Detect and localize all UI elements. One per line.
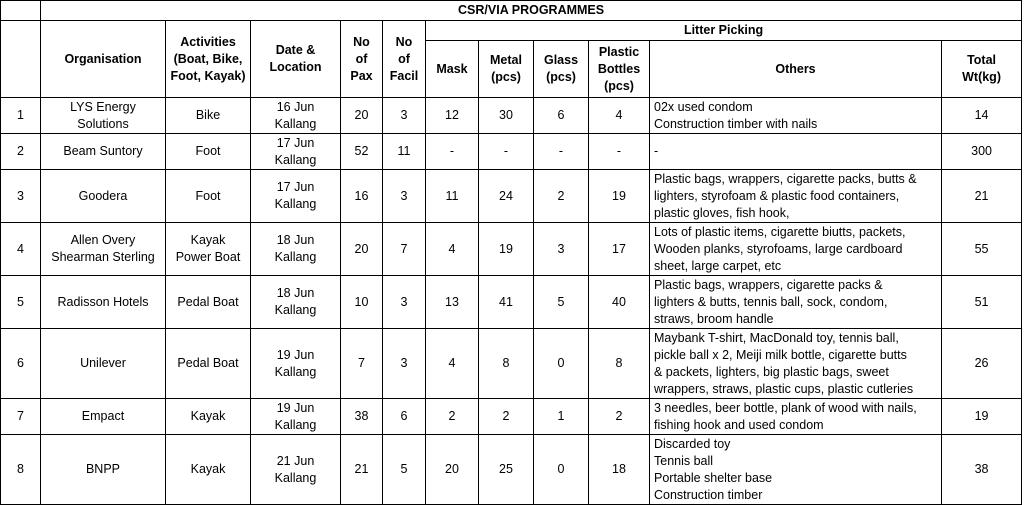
activities-cell: Kayak: [166, 435, 251, 505]
others-cell: Maybank T-shirt, MacDonald toy, tennis ball, pickle ball x 2, Meiji milk bottle, cigarette butts & packets, lighters, big plastic bags, sweet wrappers, straws, plastic cups, plastic cutleries: [650, 329, 942, 399]
date-location-cell: 21 Jun Kallang: [251, 435, 341, 505]
header-facil: No of Facil: [383, 21, 426, 98]
blank-corner-cell: [1, 1, 41, 21]
pax-cell: 52: [341, 134, 383, 170]
header-metal: Metal (pcs): [479, 41, 534, 98]
row-number: 2: [1, 134, 41, 170]
table-row: [1, 170, 1022, 223]
total-weight-cell: 19: [942, 399, 1022, 435]
plastic-bottles-cell: 18: [589, 435, 650, 505]
date-location-cell: 17 Jun Kallang: [251, 134, 341, 170]
pax-cell: 7: [341, 329, 383, 399]
glass-cell: -: [534, 134, 589, 170]
date-location-cell: 18 Jun Kallang: [251, 223, 341, 276]
header-others: Others: [650, 41, 942, 98]
total-weight-cell: 38: [942, 435, 1022, 505]
row-number: 4: [1, 223, 41, 276]
glass-cell: 0: [534, 435, 589, 505]
date-location-cell: 17 Jun Kallang: [251, 170, 341, 223]
header-pax: No of Pax: [341, 21, 383, 98]
activities-cell: Bike: [166, 98, 251, 134]
facil-cell: 7: [383, 223, 426, 276]
plastic-bottles-cell: 2: [589, 399, 650, 435]
header-total-weight: Total Wt(kg): [942, 41, 1022, 98]
glass-cell: 1: [534, 399, 589, 435]
header-glass: Glass (pcs): [534, 41, 589, 98]
organisation-cell: Empact: [41, 399, 166, 435]
mask-cell: 4: [426, 223, 479, 276]
glass-cell: 2: [534, 170, 589, 223]
mask-cell: 4: [426, 329, 479, 399]
metal-cell: 41: [479, 276, 534, 329]
header-plastic-bottles: Plastic Bottles (pcs): [589, 41, 650, 98]
others-cell: -: [650, 134, 942, 170]
glass-cell: 5: [534, 276, 589, 329]
mask-cell: 11: [426, 170, 479, 223]
organisation-cell: Beam Suntory: [41, 134, 166, 170]
total-weight-cell: 51: [942, 276, 1022, 329]
header-organisation: Organisation: [41, 21, 166, 98]
pax-cell: 16: [341, 170, 383, 223]
metal-cell: 8: [479, 329, 534, 399]
activities-cell: Foot: [166, 134, 251, 170]
table-row: [1, 98, 1022, 134]
activities-cell: Pedal Boat: [166, 329, 251, 399]
mask-cell: 12: [426, 98, 479, 134]
row-number: 5: [1, 276, 41, 329]
metal-cell: 30: [479, 98, 534, 134]
plastic-bottles-cell: -: [589, 134, 650, 170]
activities-cell: Kayak Power Boat: [166, 223, 251, 276]
row-number: 3: [1, 170, 41, 223]
group-header-row: [1, 21, 1022, 41]
title-row: [1, 1, 1022, 21]
plastic-bottles-cell: 40: [589, 276, 650, 329]
others-cell: 02x used condom Construction timber with nails: [650, 98, 942, 134]
organisation-cell: Radisson Hotels: [41, 276, 166, 329]
metal-cell: 2: [479, 399, 534, 435]
others-cell: Discarded toy Tennis ball Portable shelter base Construction timber: [650, 435, 942, 505]
plastic-bottles-cell: 8: [589, 329, 650, 399]
date-location-cell: 18 Jun Kallang: [251, 276, 341, 329]
date-location-cell: 19 Jun Kallang: [251, 329, 341, 399]
header-litter-picking: Litter Picking: [426, 21, 1022, 41]
table-row: [1, 134, 1022, 170]
row-number: 1: [1, 98, 41, 134]
header-date-location: Date & Location: [251, 21, 341, 98]
facil-cell: 3: [383, 329, 426, 399]
activities-cell: Kayak: [166, 399, 251, 435]
metal-cell: 24: [479, 170, 534, 223]
table-row: [1, 435, 1022, 505]
table-row: [1, 223, 1022, 276]
mask-cell: 13: [426, 276, 479, 329]
organisation-cell: Unilever: [41, 329, 166, 399]
total-weight-cell: 21: [942, 170, 1022, 223]
date-location-cell: 19 Jun Kallang: [251, 399, 341, 435]
total-weight-cell: 300: [942, 134, 1022, 170]
row-number: 7: [1, 399, 41, 435]
table-row: [1, 329, 1022, 399]
blank-number-header: [1, 21, 41, 98]
header-activities: Activities (Boat, Bike, Foot, Kayak): [166, 21, 251, 98]
metal-cell: 19: [479, 223, 534, 276]
row-number: 8: [1, 435, 41, 505]
pax-cell: 21: [341, 435, 383, 505]
facil-cell: 3: [383, 276, 426, 329]
others-cell: Plastic bags, wrappers, cigarette packs, butts & lighters, styrofoam & plastic food containers, plastic gloves, fish hook,: [650, 170, 942, 223]
mask-cell: 20: [426, 435, 479, 505]
table-row: [1, 399, 1022, 435]
glass-cell: 3: [534, 223, 589, 276]
header-mask: Mask: [426, 41, 479, 98]
plastic-bottles-cell: 4: [589, 98, 650, 134]
glass-cell: 0: [534, 329, 589, 399]
others-cell: Lots of plastic items, cigarette biutts, packets, Wooden planks, styrofoams, large cardboard sheet, large carpet, etc: [650, 223, 942, 276]
row-number: 6: [1, 329, 41, 399]
others-cell: Plastic bags, wrappers, cigarette packs & lighters & butts, tennis ball, sock, condom, straws, broom handle: [650, 276, 942, 329]
metal-cell: -: [479, 134, 534, 170]
organisation-cell: BNPP: [41, 435, 166, 505]
organisation-cell: Goodera: [41, 170, 166, 223]
pax-cell: 20: [341, 223, 383, 276]
activities-cell: Foot: [166, 170, 251, 223]
pax-cell: 10: [341, 276, 383, 329]
date-location-cell: 16 Jun Kallang: [251, 98, 341, 134]
mask-cell: 2: [426, 399, 479, 435]
glass-cell: 6: [534, 98, 589, 134]
others-cell: 3 needles, beer bottle, plank of wood with nails, fishing hook and used condom: [650, 399, 942, 435]
pax-cell: 38: [341, 399, 383, 435]
table-row: [1, 276, 1022, 329]
facil-cell: 11: [383, 134, 426, 170]
organisation-cell: LYS Energy Solutions: [41, 98, 166, 134]
table-title: CSR/VIA PROGRAMMES: [41, 1, 1022, 21]
total-weight-cell: 55: [942, 223, 1022, 276]
organisation-cell: Allen Overy Shearman Sterling: [41, 223, 166, 276]
metal-cell: 25: [479, 435, 534, 505]
facil-cell: 3: [383, 98, 426, 134]
plastic-bottles-cell: 17: [589, 223, 650, 276]
mask-cell: -: [426, 134, 479, 170]
activities-cell: Pedal Boat: [166, 276, 251, 329]
total-weight-cell: 26: [942, 329, 1022, 399]
plastic-bottles-cell: 19: [589, 170, 650, 223]
facil-cell: 3: [383, 170, 426, 223]
pax-cell: 20: [341, 98, 383, 134]
facil-cell: 5: [383, 435, 426, 505]
total-weight-cell: 14: [942, 98, 1022, 134]
facil-cell: 6: [383, 399, 426, 435]
